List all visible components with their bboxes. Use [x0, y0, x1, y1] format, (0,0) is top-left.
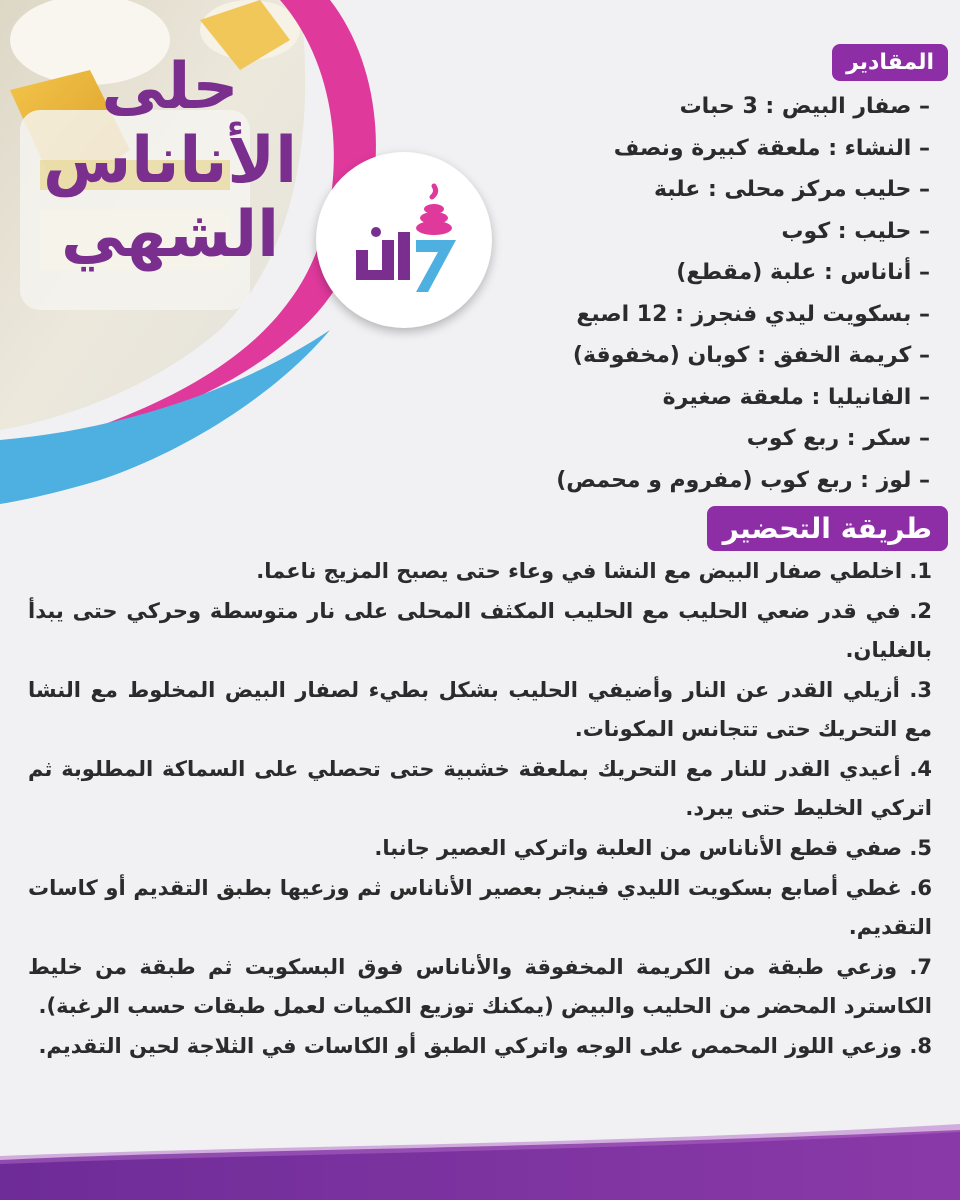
step-item: 7. وزعي طبقة من الكريمة المخفوقة والأناناس فوق البسكويت ثم طبقة من خليط الكاسترد المحضر من الحليب والبيض (يمكنك توزيع الكميات لعمل طبقات حسب الرغبة). [28, 955, 932, 1018]
step-item: 2. في قدر ضعي الحليب مع الحليب المكثف المحلى على نار متوسطة وحركي حتى يبدأ بالغليان. [28, 599, 932, 662]
ingredient-item: – صفار البيض : 3 حبات [679, 94, 930, 119]
title-line-2: الأناناس [42, 124, 298, 198]
ingredient-item: – سكر : ربع كوب [746, 426, 930, 451]
step-item: 5. صفي قطع الأناناس من العلبة واتركي العصير جانبا. [374, 836, 932, 860]
step-item: 8. وزعي اللوز المحمص على الوجه واتركي الطبق أو الكاسات في الثلاجة لحين التقديم. [38, 1034, 932, 1058]
ingredients-list [370, 86, 930, 501]
ingredient-item: – حليب : كوب [781, 218, 930, 244]
ingredient-item: – أناناس : علبة (مقطع) [676, 260, 930, 285]
step-item: 4. أعيدي القدر للنار مع التحريك بملعقة خشبية حتى تحصلي على السماكة المطلوبة ثم اتركي الخليط حتى يبرد. [28, 757, 932, 820]
ingredients-heading: المقادير [832, 44, 948, 81]
ingredient-item: – لوز : ربع كوب (مفروم و محمص) [556, 467, 930, 493]
ingredient-item: – حليب مركز محلى : علبة [653, 177, 930, 202]
bottom-band [0, 1130, 960, 1200]
ingredient-item: – النشاء : ملعقة كبيرة ونصف [613, 135, 930, 161]
ingredient-item: – بسكويت ليدي فنجرز : 12 اصبع [576, 301, 930, 327]
ingredient-item: – كريمة الخفق : كوبان (مخفوقة) [572, 343, 930, 368]
preparation-steps [28, 552, 932, 1067]
preparation-heading: طريقة التحضير [707, 506, 948, 551]
recipe-title [40, 50, 300, 272]
title-line-3: الشهي [60, 198, 280, 272]
step-item: 1. اخلطي صفار البيض مع النشا في وعاء حتى يصبح المزيج ناعما. [256, 559, 932, 583]
step-item: 6. غطي أصابع بسكويت الليدي فينجر بعصير الأناناس ثم وزعيها بطبق التقديم أو كاسات التقديم. [28, 876, 932, 939]
step-item: 3. أزيلي القدر عن النار وأضيفي الحليب بشكل بطيء لصفار البيض المخلوط مع النشا مع التحريك حتى تتجانس المكونات. [28, 678, 932, 741]
ingredient-item: – الفانيليا : ملعقة صغيرة [662, 384, 930, 410]
title-line-1: حلى [101, 50, 239, 124]
